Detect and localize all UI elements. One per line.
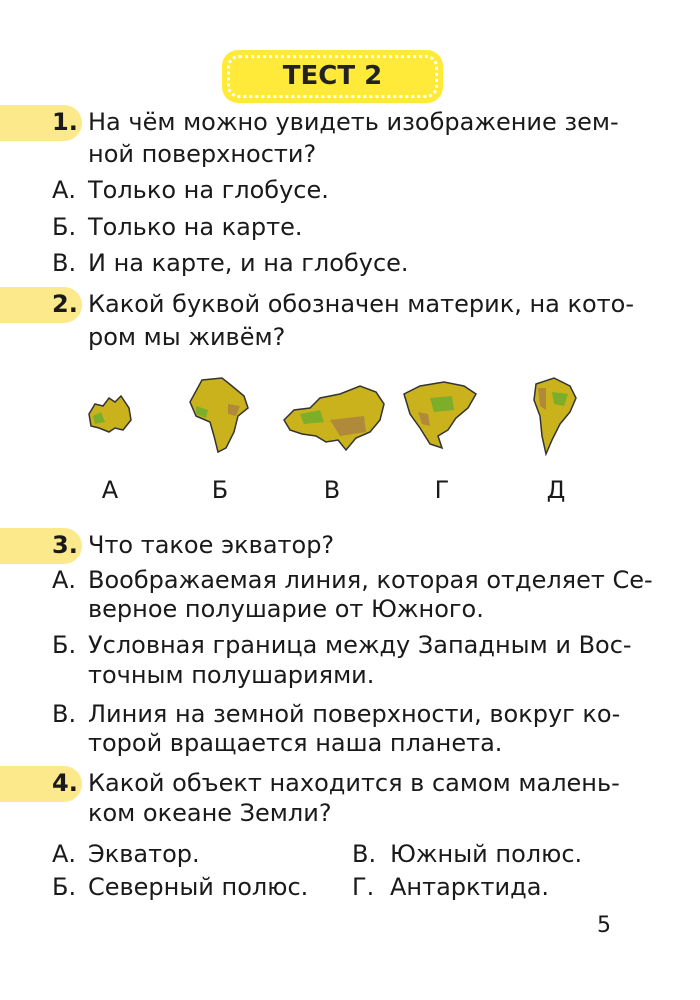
question-text: Какой буквой обозначен материк, на кото- <box>88 290 634 318</box>
option-text: Экватор. <box>88 840 200 868</box>
option-text: Северный полюс. <box>88 873 309 901</box>
question-number: 4. <box>52 769 78 797</box>
option-text: Условная граница между Западным и Вос- <box>88 631 632 659</box>
option-letter: А. <box>52 176 77 204</box>
option-letter: А. <box>52 840 77 868</box>
question-text: На чём можно увидеть изображение зем- <box>88 108 619 136</box>
africa-map-icon <box>188 376 253 456</box>
south-america-map-icon <box>530 376 580 458</box>
map-label: В <box>323 476 341 504</box>
option-text: верное полушарие от Южного. <box>88 595 484 623</box>
option-text: Антарктида. <box>390 873 550 901</box>
option-letter: В. <box>52 249 77 277</box>
option-text: И на карте, и на глобусе. <box>88 249 409 277</box>
option-text: Воображаемая линия, которая отделяет Се- <box>88 566 653 594</box>
map-label: А <box>101 476 119 504</box>
option-letter: Б. <box>52 631 77 659</box>
question-number: 2. <box>52 290 78 318</box>
option-text: Только на глобусе. <box>88 176 329 204</box>
test-title: ТЕСТ 2 <box>282 61 383 91</box>
map-label: Г <box>434 476 450 504</box>
question-text: ной поверхности? <box>88 140 317 168</box>
question-text: Какой объект находится в самом малень- <box>88 769 620 797</box>
option-letter: Б. <box>52 213 77 241</box>
option-text: Южный полюс. <box>390 840 583 868</box>
option-letter: А. <box>52 566 77 594</box>
eurasia-map-icon <box>280 380 390 455</box>
option-letter: В. <box>352 840 377 868</box>
option-letter: В. <box>52 700 77 728</box>
north-america-map-icon <box>400 378 480 453</box>
option-text: Только на карте. <box>88 213 303 241</box>
map-label: Б <box>211 476 229 504</box>
question-text: ком океане Земли? <box>88 799 332 827</box>
map-label: Д <box>546 476 566 504</box>
question-text: Что такое экватор? <box>88 531 335 559</box>
option-letter: Б. <box>52 873 77 901</box>
australia-map-icon <box>85 392 135 437</box>
question-number: 3. <box>52 531 78 559</box>
question-text: ром мы живём? <box>88 323 286 351</box>
option-text: торой вращается наша планета. <box>88 729 503 757</box>
option-text: Линия на земной поверхности, вокруг ко- <box>88 700 621 728</box>
page-number: 5 <box>597 913 611 938</box>
question-number: 1. <box>52 108 78 136</box>
option-text: точным полушариями. <box>88 661 375 689</box>
test-title-badge <box>222 50 443 103</box>
option-letter: Г. <box>352 873 375 901</box>
